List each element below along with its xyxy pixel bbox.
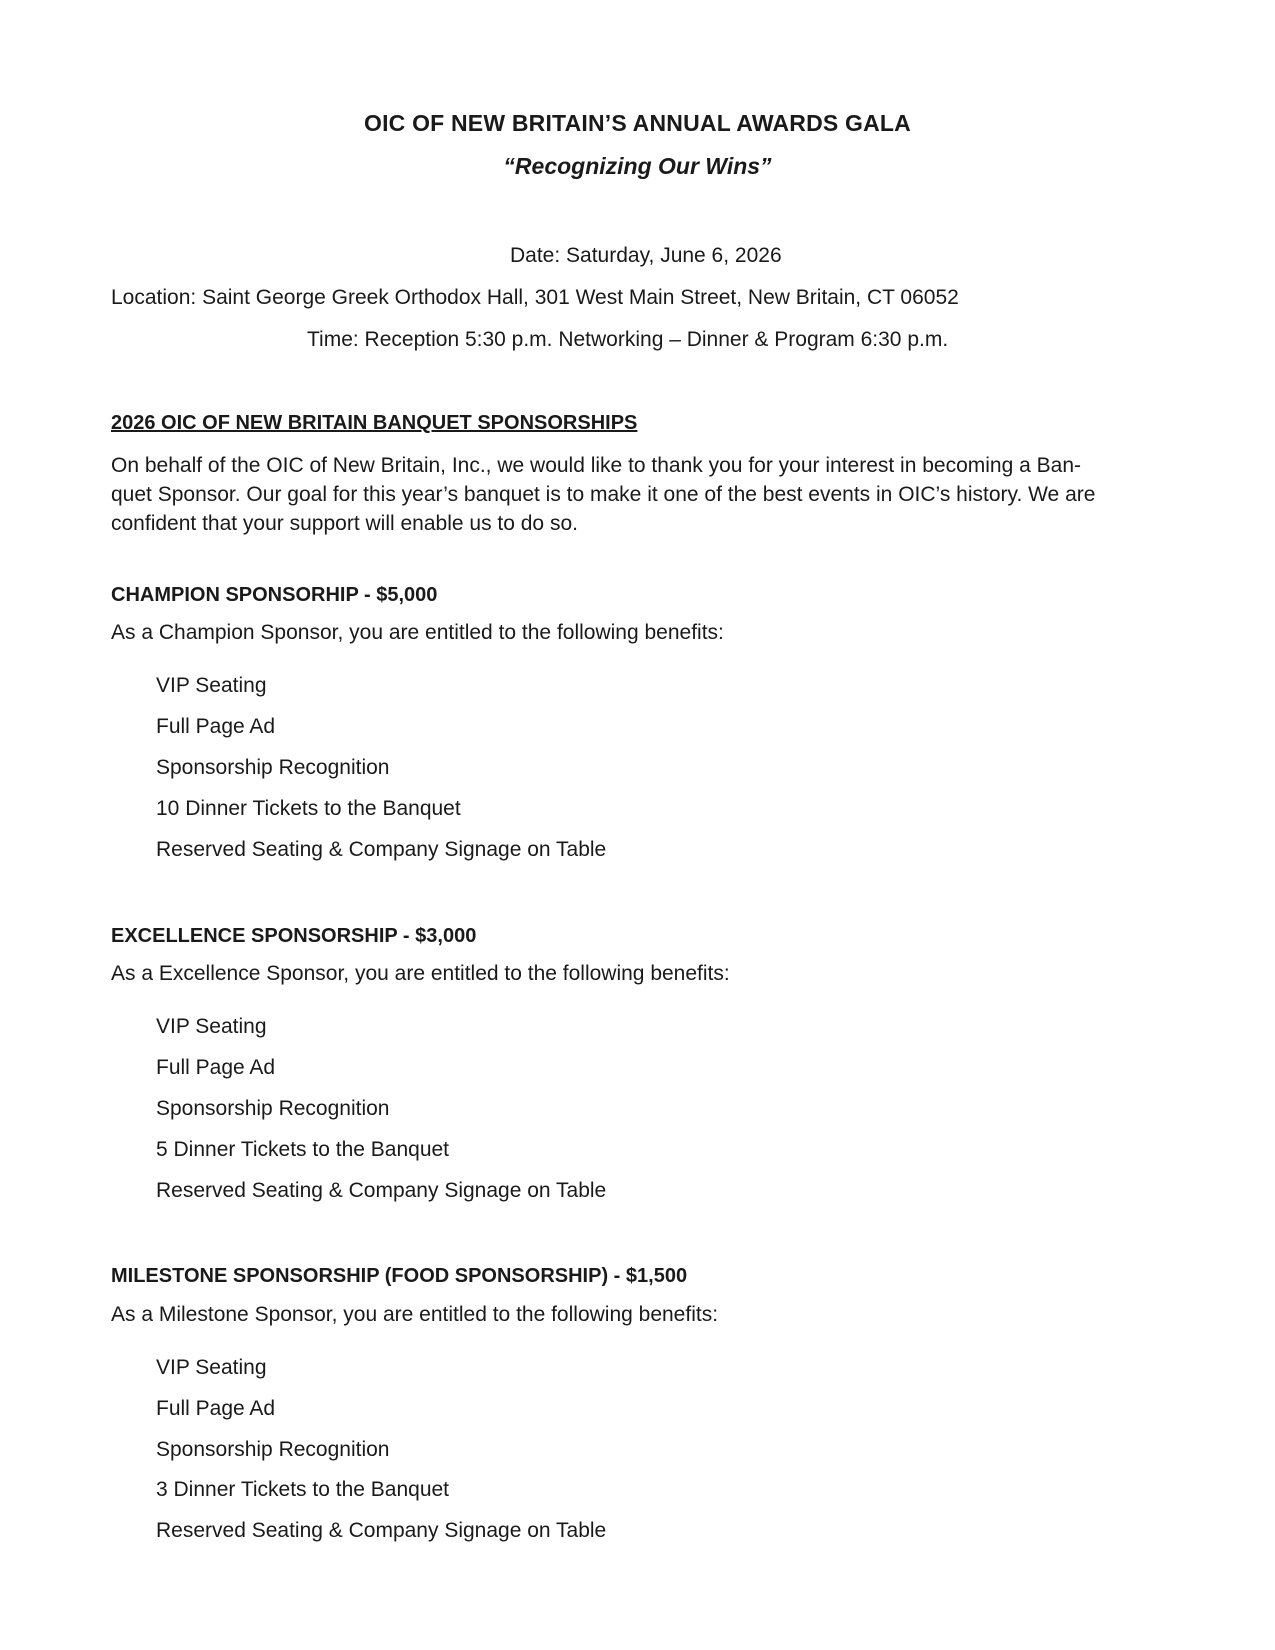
tier-name: EXCELLENCE SPONSORSHIP bbox=[111, 925, 398, 947]
event-date: Date: Saturday, June 6, 2026 bbox=[510, 244, 782, 267]
sponsorships-heading: 2026 OIC OF NEW BRITAIN BANQUET SPONSORSHIPS bbox=[111, 412, 638, 434]
benefit-item: Full Page Ad bbox=[156, 1056, 276, 1079]
tier-price: - $3,000 bbox=[402, 925, 477, 947]
benefit-item: Sponsorship Recognition bbox=[156, 756, 390, 779]
benefit-item: Reserved Seating & Company Signage on Table bbox=[156, 1179, 607, 1202]
benefit-item: 5 Dinner Tickets to the Banquet bbox=[156, 1138, 450, 1161]
event-time: Time: Reception 5:30 p.m. Networking – Dinner & Program 6:30 p.m. bbox=[307, 328, 949, 351]
benefit-item: Full Page Ad bbox=[156, 715, 276, 738]
excellence-tier-intro: As a Excellence Sponsor, you are entitled to the following benefits: bbox=[111, 962, 730, 985]
benefit-item: 3 Dinner Tickets to the Banquet bbox=[156, 1478, 450, 1501]
milestone-tier-heading bbox=[111, 1265, 687, 1288]
intro-line: confident that your support will enable us to do so. bbox=[111, 512, 578, 535]
benefit-item: 10 Dinner Tickets to the Banquet bbox=[156, 797, 461, 820]
champion-tier-heading bbox=[111, 584, 437, 607]
champion-tier-intro: As a Champion Sponsor, you are entitled to the following benefits: bbox=[111, 621, 724, 644]
benefit-item: Sponsorship Recognition bbox=[156, 1097, 390, 1120]
intro-line: On behalf of the OIC of New Britain, Inc., we would like to thank you for your interest in becoming a Ban- bbox=[111, 454, 1081, 477]
page-subtitle: “Recognizing Our Wins” bbox=[503, 153, 772, 179]
tier-name: CHAMPION SPONSORHIP bbox=[111, 584, 359, 606]
page-title: OIC OF NEW BRITAIN’S ANNUAL AWARDS GALA bbox=[363, 110, 911, 136]
sponsorships-intro bbox=[111, 451, 1181, 538]
benefit-item: Reserved Seating & Company Signage on Table bbox=[156, 1519, 607, 1542]
benefit-item: VIP Seating bbox=[156, 1356, 267, 1379]
tier-name: MILESTONE SPONSORSHIP (FOOD SPONSORSHIP) bbox=[111, 1265, 609, 1287]
intro-line: quet Sponsor. Our goal for this year’s banquet is to make it one of the best events in OIC’s history. We are bbox=[111, 483, 1096, 506]
benefit-item: Reserved Seating & Company Signage on Table bbox=[156, 838, 607, 861]
tier-price: - $5,000 bbox=[364, 584, 438, 606]
benefit-item: VIP Seating bbox=[156, 1015, 267, 1038]
excellence-tier-heading bbox=[111, 925, 476, 948]
benefit-item: Full Page Ad bbox=[156, 1397, 276, 1420]
event-location: Location: Saint George Greek Orthodox Hall, 301 West Main Street, New Britain, CT 06052 bbox=[111, 286, 959, 309]
milestone-tier-intro: As a Milestone Sponsor, you are entitled to the following benefits: bbox=[111, 1303, 719, 1326]
benefit-item: Sponsorship Recognition bbox=[156, 1438, 390, 1461]
tier-price: - $1,500 bbox=[613, 1265, 688, 1287]
benefit-item: VIP Seating bbox=[156, 674, 267, 697]
